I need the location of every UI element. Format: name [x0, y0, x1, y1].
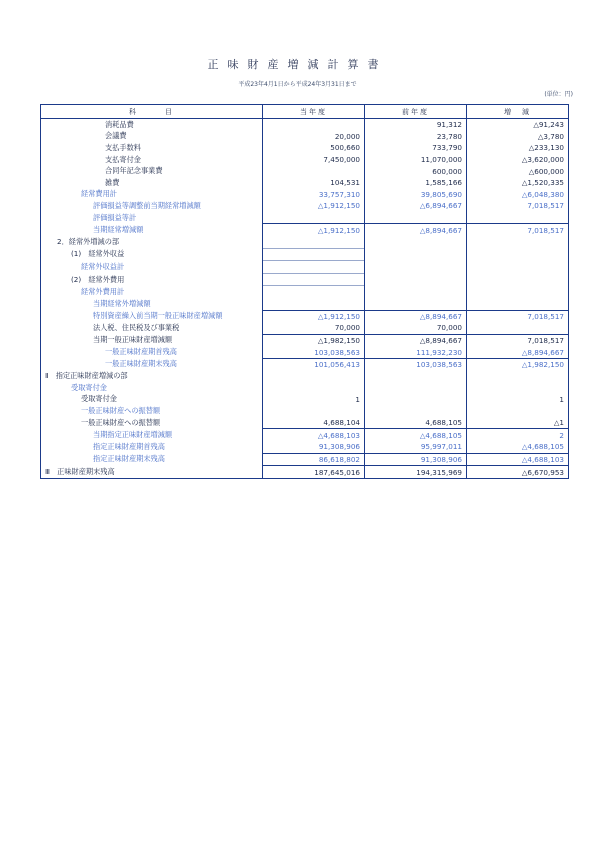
prior-year-value: 4,688,105 — [365, 417, 467, 429]
current-year-value — [263, 382, 365, 394]
table-row — [41, 224, 569, 236]
current-year-value: 91,308,906 — [263, 441, 365, 453]
row-label: 一般正味財産への振替額 — [41, 405, 263, 417]
change-value — [467, 370, 569, 382]
table-row — [41, 131, 569, 143]
current-year-value: 101,056,413 — [263, 358, 365, 370]
prior-year-value: 11,070,000 — [365, 154, 467, 166]
table-row — [41, 394, 569, 406]
change-value: △6,670,953 — [467, 466, 569, 479]
change-value: 2 — [467, 429, 569, 441]
change-value — [467, 248, 569, 261]
row-label: 支払寄付金 — [41, 154, 263, 166]
change-value — [467, 286, 569, 298]
change-value: 7,018,517 — [467, 200, 569, 212]
change-value — [467, 405, 569, 417]
prior-year-value: 39,805,690 — [365, 189, 467, 201]
prior-year-value: 103,038,563 — [365, 358, 467, 370]
current-year-value — [263, 405, 365, 417]
current-year-value — [263, 248, 365, 261]
prior-year-value: 733,790 — [365, 142, 467, 154]
prior-year-value: △8,894,667 — [365, 224, 467, 236]
row-label: 法人税、住民税及び事業税 — [41, 322, 263, 334]
change-value: △4,688,103 — [467, 453, 569, 466]
row-label: 一般正味財産期末残高 — [41, 358, 263, 370]
table-row — [41, 248, 569, 261]
current-year-value — [263, 273, 365, 286]
prior-year-value — [365, 405, 467, 417]
row-label: 特別資産繰入前当期一般正味財産増減額 — [41, 310, 263, 322]
row-label: 雑費 — [41, 177, 263, 189]
prior-year-value — [365, 370, 467, 382]
change-value: 7,018,517 — [467, 334, 569, 346]
table-row — [41, 261, 569, 274]
change-value — [467, 298, 569, 310]
statement-rows — [41, 119, 569, 479]
current-year-value: 104,531 — [263, 177, 365, 189]
table-row — [41, 322, 569, 334]
change-value: △6,048,380 — [467, 189, 569, 201]
change-value: △1,982,150 — [467, 358, 569, 370]
prior-year-value — [365, 261, 467, 274]
table-row — [41, 177, 569, 189]
table-row — [41, 200, 569, 212]
change-value: △8,894,667 — [467, 346, 569, 358]
statement-title: 正味財産増減計算書 — [207, 58, 388, 71]
current-year-value — [263, 261, 365, 274]
column-header-current-year: 当年度 — [263, 105, 365, 119]
table-row — [41, 334, 569, 346]
current-year-value: △1,912,150 — [263, 200, 365, 212]
change-value: △233,130 — [467, 142, 569, 154]
table-row — [41, 189, 569, 201]
prior-year-value: △8,894,667 — [365, 334, 467, 346]
unit-label: (単位：円) — [544, 91, 573, 98]
change-value — [467, 322, 569, 334]
change-value: △3,780 — [467, 131, 569, 143]
prior-year-value — [365, 298, 467, 310]
prior-year-value — [365, 273, 467, 286]
row-label: 会議費 — [41, 131, 263, 143]
current-year-value: △1,982,150 — [263, 334, 365, 346]
prior-year-value: 95,997,011 — [365, 441, 467, 453]
current-year-value — [263, 370, 365, 382]
row-label: 一般正味財産期首残高 — [41, 346, 263, 358]
current-year-value: 20,000 — [263, 131, 365, 143]
table-row — [41, 165, 569, 177]
change-value — [467, 261, 569, 274]
change-value: △91,243 — [467, 119, 569, 131]
table-row — [41, 286, 569, 298]
row-label: 経常費用計 — [41, 189, 263, 201]
prior-year-value: △4,688,105 — [365, 429, 467, 441]
current-year-value: 500,660 — [263, 142, 365, 154]
prior-year-value: 194,315,969 — [365, 466, 467, 479]
row-label: Ⅱ 指定正味財産増減の部 — [41, 370, 263, 382]
change-value — [467, 273, 569, 286]
prior-year-value: 70,000 — [365, 322, 467, 334]
column-header-item: 科 目 — [41, 105, 263, 119]
current-year-value: 7,450,000 — [263, 154, 365, 166]
change-value: △3,620,000 — [467, 154, 569, 166]
table-row — [41, 370, 569, 382]
column-header-change: 増 減 — [467, 105, 569, 119]
table-row — [41, 441, 569, 453]
table-row — [41, 466, 569, 479]
row-label: 支払手数料 — [41, 142, 263, 154]
row-label: 評価損益等調整前当期経常増減額 — [41, 200, 263, 212]
row-label: 評価損益等計 — [41, 212, 263, 224]
row-label: 経常外収益計 — [41, 261, 263, 274]
prior-year-value — [365, 382, 467, 394]
table-row — [41, 212, 569, 224]
table-row — [41, 417, 569, 429]
prior-year-value — [365, 212, 467, 224]
prior-year-value — [365, 248, 467, 261]
table-row — [41, 346, 569, 358]
change-value: △1 — [467, 417, 569, 429]
row-label: 指定正味財産期末残高 — [41, 453, 263, 466]
current-year-value: 103,038,563 — [263, 346, 365, 358]
column-header-prior-year: 前年度 — [365, 105, 467, 119]
current-year-value: 33,757,310 — [263, 189, 365, 201]
prior-year-value: 600,000 — [365, 165, 467, 177]
change-value: 7,018,517 — [467, 310, 569, 322]
current-year-value — [263, 298, 365, 310]
row-label: (2) 経常外費用 — [41, 273, 263, 286]
change-value: △1,520,335 — [467, 177, 569, 189]
statement-period: 平成23年4月1日から平成24年3月31日まで — [238, 81, 357, 88]
table-row — [41, 236, 569, 248]
table-row — [41, 405, 569, 417]
current-year-value: △1,912,150 — [263, 224, 365, 236]
table-row — [41, 358, 569, 370]
row-label: 合同年記念事業費 — [41, 165, 263, 177]
prior-year-value — [365, 394, 467, 406]
prior-year-value — [365, 236, 467, 248]
prior-year-value: 111,932,230 — [365, 346, 467, 358]
current-year-value: △4,688,103 — [263, 429, 365, 441]
current-year-value: 1 — [263, 394, 365, 406]
prior-year-value: 91,312 — [365, 119, 467, 131]
current-year-value — [263, 286, 365, 298]
row-label: 当期経常増減額 — [41, 224, 263, 236]
prior-year-value: △6,894,667 — [365, 200, 467, 212]
change-value: 7,018,517 — [467, 224, 569, 236]
table-row — [41, 453, 569, 466]
change-value — [467, 212, 569, 224]
prior-year-value: 23,780 — [365, 131, 467, 143]
row-label: 当期指定正味財産増減額 — [41, 429, 263, 441]
table-row — [41, 119, 569, 131]
current-year-value: 70,000 — [263, 322, 365, 334]
row-label: 当期一般正味財産増減額 — [41, 334, 263, 346]
statement-table — [40, 104, 569, 479]
current-year-value — [263, 165, 365, 177]
table-row — [41, 310, 569, 322]
prior-year-value: 1,585,166 — [365, 177, 467, 189]
table-row — [41, 273, 569, 286]
row-label: (1) 経常外収益 — [41, 248, 263, 261]
prior-year-value: △8,894,667 — [365, 310, 467, 322]
table-row — [41, 382, 569, 394]
current-year-value: 86,618,802 — [263, 453, 365, 466]
change-value — [467, 382, 569, 394]
change-value: △600,000 — [467, 165, 569, 177]
prior-year-value — [365, 286, 467, 298]
current-year-value: 4,688,104 — [263, 417, 365, 429]
row-label: 受取寄付金 — [41, 394, 263, 406]
current-year-value — [263, 119, 365, 131]
current-year-value — [263, 212, 365, 224]
row-label: 受取寄付金 — [41, 382, 263, 394]
table-row — [41, 429, 569, 441]
prior-year-value: 91,308,906 — [365, 453, 467, 466]
change-value: 1 — [467, 394, 569, 406]
change-value — [467, 236, 569, 248]
row-label: 指定正味財産期首残高 — [41, 441, 263, 453]
table-row — [41, 154, 569, 166]
row-label: 2．経常外増減の部 — [41, 236, 263, 248]
table-row — [41, 298, 569, 310]
current-year-value: △1,912,150 — [263, 310, 365, 322]
current-year-value: 187,645,016 — [263, 466, 365, 479]
row-label: 当期経常外増減額 — [41, 298, 263, 310]
table-header-row — [41, 105, 569, 119]
row-label: 一般正味財産への振替額 — [41, 417, 263, 429]
row-label: 経常外費用計 — [41, 286, 263, 298]
change-value: △4,688,105 — [467, 441, 569, 453]
current-year-value — [263, 236, 365, 248]
table-row — [41, 142, 569, 154]
row-label: Ⅲ 正味財産期末残高 — [41, 466, 263, 479]
row-label: 消耗品費 — [41, 119, 263, 131]
